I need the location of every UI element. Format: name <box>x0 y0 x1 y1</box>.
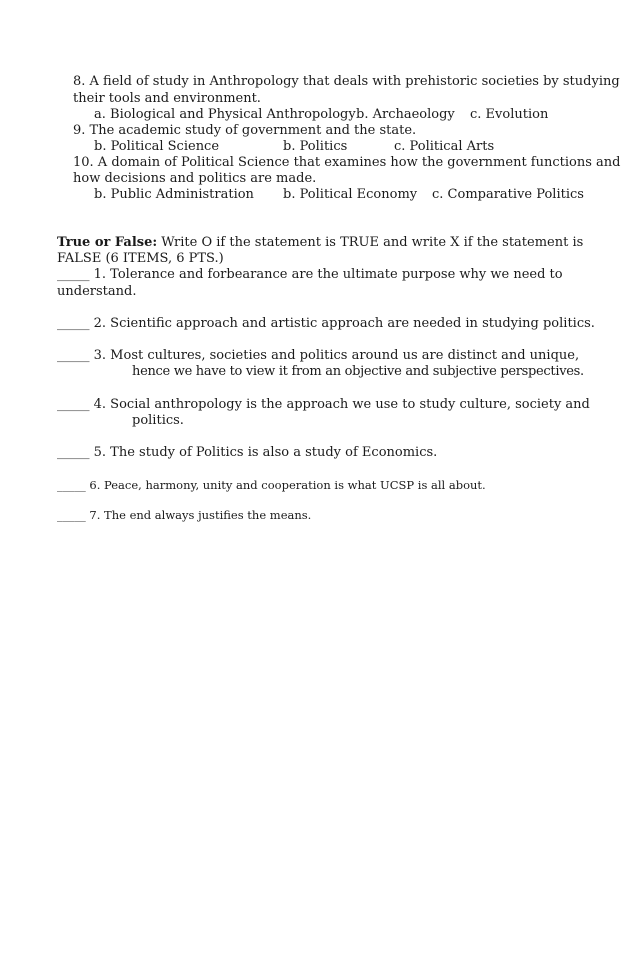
tf-item-7 <box>57 507 311 523</box>
question-10-option-b: b. Political Economy <box>283 187 418 202</box>
tf-instruction: Write O if the statement is TRUE and write X if the statement is <box>161 235 584 250</box>
tf-item-3 <box>57 348 579 364</box>
question-10-option-a: b. Public Administration <box>94 187 254 202</box>
question-8-option-c: c. Evolution <box>470 107 549 122</box>
question-9-option-b: b. Politics <box>283 139 348 154</box>
question-8-option-a: a. Biological and Physical Anthropology <box>94 107 356 122</box>
tf-statement-6: 6. Peace, harmony, unity and cooperation is what UCSP is all about. <box>89 478 486 492</box>
tf-instruction-line <box>57 235 583 251</box>
question-10-text-cont: how decisions and politics are made. <box>73 171 317 186</box>
tf-item-1 <box>57 267 563 283</box>
tf-item-5 <box>57 445 437 461</box>
tf-statement-4: 4. Social anthropology is the approach we use to study culture, society and <box>93 397 590 412</box>
answer-blank-2[interactable]: _____ <box>57 316 90 331</box>
question-10-option-c: c. Comparative Politics <box>432 187 584 202</box>
tf-item-6 <box>57 477 486 493</box>
tf-statement-7: 7. The end always justifies the means. <box>89 508 312 522</box>
tf-item-2 <box>57 316 595 332</box>
question-9-option-a: b. Political Science <box>94 139 220 154</box>
question-8-option-b: b. Archaeology <box>356 107 455 122</box>
tf-statement-2: 2. Scientific approach and artistic approach are needed in studying politics. <box>93 316 595 331</box>
question-9-option-c: c. Political Arts <box>394 139 495 154</box>
answer-blank-6[interactable]: _____ <box>57 478 86 492</box>
tf-heading: True or False: <box>57 235 158 250</box>
question-8-text-cont: their tools and environment. <box>73 91 261 106</box>
answer-blank-1[interactable]: _____ <box>57 267 90 282</box>
question-10-text: 10. A domain of Political Science that examines how the government functions and <box>73 155 621 170</box>
tf-statement-5: 5. The study of Politics is also a study of Economics. <box>93 445 438 460</box>
question-8-text: 8. A field of study in Anthropology that deals with prehistoric societies by studying <box>73 74 620 89</box>
answer-blank-7[interactable]: _____ <box>57 508 86 522</box>
tf-statement-3: 3. Most cultures, societies and politics around us are distinct and unique, <box>93 348 580 363</box>
tf-statement-4-cont: politics. <box>132 413 184 428</box>
tf-statement-1-cont: understand. <box>57 284 137 299</box>
tf-instruction-cont: FALSE (6 ITEMS, 6 PTS.) <box>57 251 224 266</box>
answer-blank-4[interactable]: _____ <box>57 397 90 412</box>
question-9-text: 9. The academic study of government and the state. <box>73 123 417 138</box>
tf-item-4 <box>57 397 590 413</box>
answer-blank-5[interactable]: _____ <box>57 445 90 460</box>
answer-blank-3[interactable]: _____ <box>57 348 90 363</box>
tf-statement-1: 1. Tolerance and forbearance are the ultimate purpose why we need to <box>93 267 563 282</box>
tf-statement-3-cont: hence we have to view it from an objective and subjective perspectives. <box>132 364 584 379</box>
